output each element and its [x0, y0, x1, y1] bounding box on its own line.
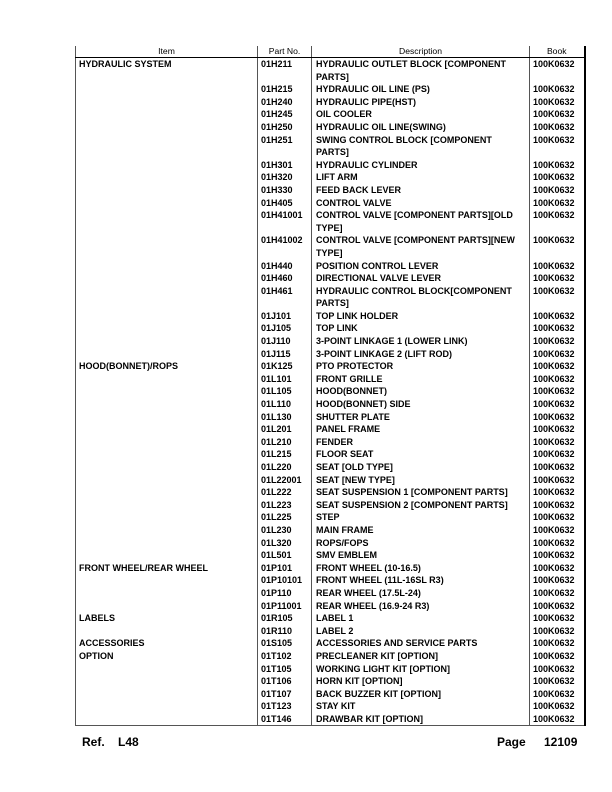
item-cell	[76, 423, 258, 436]
table-row	[76, 272, 585, 285]
part-no-cell: 01H240	[258, 96, 312, 109]
part-no-cell: 01T102	[258, 650, 312, 663]
book-cell: 100K0632	[530, 537, 585, 550]
part-no-cell: 01T123	[258, 700, 312, 713]
parts-table	[75, 46, 586, 726]
item-cell	[76, 713, 258, 726]
book-cell: 100K0632	[530, 650, 585, 663]
item-cell	[76, 625, 258, 638]
book-cell: 100K0632	[530, 171, 585, 184]
item-cell: LABELS	[76, 612, 258, 625]
part-no-cell: 01L215	[258, 448, 312, 461]
item-cell	[76, 700, 258, 713]
table-row	[76, 96, 585, 109]
description-cell: HOOD(BONNET)	[312, 385, 530, 398]
book-cell: 100K0632	[530, 348, 585, 361]
table-row	[76, 58, 585, 84]
table-row	[76, 121, 585, 134]
book-cell: 100K0632	[530, 322, 585, 335]
table-row	[76, 587, 585, 600]
description-cell: CONTROL VALVE [COMPONENT PARTS][NEW TYPE]	[312, 234, 530, 259]
table-row	[76, 524, 585, 537]
table-row	[76, 537, 585, 550]
description-cell: PANEL FRAME	[312, 423, 530, 436]
part-no-cell: 01H405	[258, 197, 312, 210]
item-cell	[76, 587, 258, 600]
description-cell: FRONT WHEEL (11L-16SL R3)	[312, 574, 530, 587]
description-cell: CONTROL VALVE [COMPONENT PARTS][OLD TYPE]	[312, 209, 530, 234]
book-cell: 100K0632	[530, 600, 585, 613]
description-cell: FENDER	[312, 436, 530, 449]
book-cell: 100K0632	[530, 436, 585, 449]
part-no-cell: 01J115	[258, 348, 312, 361]
part-no-cell: 01H41002	[258, 234, 312, 259]
part-no-cell: 01K125	[258, 360, 312, 373]
book-cell: 100K0632	[530, 713, 585, 726]
item-cell	[76, 348, 258, 361]
part-no-cell: 01H251	[258, 134, 312, 159]
book-cell: 100K0632	[530, 448, 585, 461]
book-cell: 100K0632	[530, 461, 585, 474]
part-no-cell: 01H320	[258, 171, 312, 184]
table-row	[76, 335, 585, 348]
item-cell	[76, 322, 258, 335]
item-cell	[76, 335, 258, 348]
book-cell: 100K0632	[530, 562, 585, 575]
part-no-cell: 01L222	[258, 486, 312, 499]
item-cell	[76, 159, 258, 172]
part-no-cell: 01H211	[258, 58, 312, 84]
description-cell: PRECLEANER KIT [OPTION]	[312, 650, 530, 663]
table-row	[76, 209, 585, 234]
item-cell	[76, 549, 258, 562]
header-item: Item	[76, 46, 258, 58]
book-cell: 100K0632	[530, 310, 585, 323]
description-cell: POSITION CONTROL LEVER	[312, 260, 530, 273]
book-cell: 100K0632	[530, 486, 585, 499]
item-cell: HOOD(BONNET)/ROPS	[76, 360, 258, 373]
description-cell: CONTROL VALVE	[312, 197, 530, 210]
item-cell	[76, 537, 258, 550]
part-no-cell: 01L320	[258, 537, 312, 550]
item-cell	[76, 600, 258, 613]
item-cell	[76, 474, 258, 487]
table-header	[76, 46, 585, 58]
item-cell	[76, 486, 258, 499]
item-cell	[76, 688, 258, 701]
description-cell: HORN KIT [OPTION]	[312, 675, 530, 688]
description-cell: SEAT [OLD TYPE]	[312, 461, 530, 474]
description-cell: LIFT ARM	[312, 171, 530, 184]
book-cell: 100K0632	[530, 700, 585, 713]
item-cell: ACCESSORIES	[76, 637, 258, 650]
item-cell	[76, 134, 258, 159]
part-no-cell: 01L201	[258, 423, 312, 436]
table-row	[76, 159, 585, 172]
table-row	[76, 385, 585, 398]
description-cell: HYDRAULIC OIL LINE (PS)	[312, 83, 530, 96]
book-cell: 100K0632	[530, 96, 585, 109]
part-no-cell: 01L210	[258, 436, 312, 449]
table-row	[76, 612, 585, 625]
book-cell: 100K0632	[530, 272, 585, 285]
table-row	[76, 688, 585, 701]
part-no-cell: 01H245	[258, 108, 312, 121]
item-cell	[76, 260, 258, 273]
part-no-cell: 01L22001	[258, 474, 312, 487]
table-row	[76, 675, 585, 688]
table-row	[76, 511, 585, 524]
description-cell: STEP	[312, 511, 530, 524]
part-no-cell: 01T146	[258, 713, 312, 726]
item-cell	[76, 272, 258, 285]
book-cell: 100K0632	[530, 373, 585, 386]
item-cell	[76, 398, 258, 411]
description-cell: HOOD(BONNET) SIDE	[312, 398, 530, 411]
part-no-cell: 01L501	[258, 549, 312, 562]
part-no-cell: 01L101	[258, 373, 312, 386]
part-no-cell: 01H215	[258, 83, 312, 96]
book-cell: 100K0632	[530, 121, 585, 134]
table-row	[76, 663, 585, 676]
book-cell: 100K0632	[530, 663, 585, 676]
description-cell: BACK BUZZER KIT [OPTION]	[312, 688, 530, 701]
item-cell	[76, 310, 258, 323]
description-cell: 3-POINT LINKAGE 1 (LOWER LINK)	[312, 335, 530, 348]
book-cell: 100K0632	[530, 58, 585, 84]
description-cell: LABEL 1	[312, 612, 530, 625]
book-cell: 100K0632	[530, 474, 585, 487]
description-cell: PTO PROTECTOR	[312, 360, 530, 373]
book-cell: 100K0632	[530, 625, 585, 638]
header-description: Description	[312, 46, 530, 58]
item-cell	[76, 411, 258, 424]
part-no-cell: 01H440	[258, 260, 312, 273]
description-cell: TOP LINK HOLDER	[312, 310, 530, 323]
description-cell: FLOOR SEAT	[312, 448, 530, 461]
table-row	[76, 650, 585, 663]
part-no-cell: 01P110	[258, 587, 312, 600]
table-row	[76, 373, 585, 386]
book-cell: 100K0632	[530, 499, 585, 512]
part-no-cell: 01T106	[258, 675, 312, 688]
book-cell: 100K0632	[530, 197, 585, 210]
item-cell	[76, 448, 258, 461]
table-row	[76, 562, 585, 575]
part-no-cell: 01T107	[258, 688, 312, 701]
book-cell: 100K0632	[530, 260, 585, 273]
description-cell: FRONT GRILLE	[312, 373, 530, 386]
book-cell: 100K0632	[530, 184, 585, 197]
table-row	[76, 713, 585, 726]
book-cell: 100K0632	[530, 524, 585, 537]
description-cell: HYDRAULIC OIL LINE(SWING)	[312, 121, 530, 134]
description-cell: OIL COOLER	[312, 108, 530, 121]
part-no-cell: 01H41001	[258, 209, 312, 234]
table-row	[76, 549, 585, 562]
description-cell: SEAT [NEW TYPE]	[312, 474, 530, 487]
part-no-cell: 01L105	[258, 385, 312, 398]
description-cell: WORKING LIGHT KIT [OPTION]	[312, 663, 530, 676]
item-cell	[76, 96, 258, 109]
book-cell: 100K0632	[530, 134, 585, 159]
description-cell: LABEL 2	[312, 625, 530, 638]
table-row	[76, 360, 585, 373]
part-no-cell: 01P101	[258, 562, 312, 575]
page-number: 12109	[544, 735, 578, 749]
part-no-cell: 01R105	[258, 612, 312, 625]
table-row	[76, 411, 585, 424]
item-cell	[76, 121, 258, 134]
item-cell: OPTION	[76, 650, 258, 663]
part-no-cell: 01J101	[258, 310, 312, 323]
item-cell	[76, 675, 258, 688]
book-cell: 100K0632	[530, 398, 585, 411]
book-cell: 100K0632	[530, 688, 585, 701]
description-cell: DIRECTIONAL VALVE LEVER	[312, 272, 530, 285]
item-cell: FRONT WHEEL/REAR WHEEL	[76, 562, 258, 575]
table-row	[76, 108, 585, 121]
part-no-cell: 01H301	[258, 159, 312, 172]
book-cell: 100K0632	[530, 335, 585, 348]
part-no-cell: 01H330	[258, 184, 312, 197]
table-row	[76, 348, 585, 361]
part-no-cell: 01P11001	[258, 600, 312, 613]
book-cell: 100K0632	[530, 549, 585, 562]
item-cell	[76, 461, 258, 474]
table-row	[76, 83, 585, 96]
part-no-cell: 01S105	[258, 637, 312, 650]
book-cell: 100K0632	[530, 108, 585, 121]
description-cell: DRAWBAR KIT [OPTION]	[312, 713, 530, 726]
description-cell: HYDRAULIC CYLINDER	[312, 159, 530, 172]
table-row	[76, 700, 585, 713]
table-row	[76, 474, 585, 487]
table-row	[76, 184, 585, 197]
description-cell: REAR WHEEL (16.9-24 R3)	[312, 600, 530, 613]
part-no-cell: 01J110	[258, 335, 312, 348]
description-cell: SEAT SUSPENSION 2 [COMPONENT PARTS]	[312, 499, 530, 512]
book-cell: 100K0632	[530, 587, 585, 600]
description-cell: HYDRAULIC OUTLET BLOCK [COMPONENT PARTS]	[312, 58, 530, 84]
item-cell	[76, 285, 258, 310]
description-cell: FRONT WHEEL (10-16.5)	[312, 562, 530, 575]
page-label: Page	[497, 735, 526, 749]
item-cell	[76, 574, 258, 587]
header-book: Book	[530, 46, 585, 58]
item-cell	[76, 524, 258, 537]
table-row	[76, 322, 585, 335]
item-cell	[76, 499, 258, 512]
part-no-cell: 01H460	[258, 272, 312, 285]
description-cell: ROPS/FOPS	[312, 537, 530, 550]
item-cell	[76, 108, 258, 121]
book-cell: 100K0632	[530, 675, 585, 688]
table-row	[76, 574, 585, 587]
item-cell	[76, 184, 258, 197]
item-cell: HYDRAULIC SYSTEM	[76, 58, 258, 84]
item-cell	[76, 234, 258, 259]
table-row	[76, 423, 585, 436]
item-cell	[76, 171, 258, 184]
item-cell	[76, 511, 258, 524]
item-cell	[76, 436, 258, 449]
book-cell: 100K0632	[530, 612, 585, 625]
item-cell	[76, 373, 258, 386]
part-no-cell: 01L225	[258, 511, 312, 524]
item-cell	[76, 197, 258, 210]
part-no-cell: 01T105	[258, 663, 312, 676]
book-cell: 100K0632	[530, 385, 585, 398]
description-cell: REAR WHEEL (17.5L-24)	[312, 587, 530, 600]
description-cell: SHUTTER PLATE	[312, 411, 530, 424]
description-cell: ACCESSORIES AND SERVICE PARTS	[312, 637, 530, 650]
part-no-cell: 01P10101	[258, 574, 312, 587]
ref-label: Ref.	[82, 735, 105, 749]
book-cell: 100K0632	[530, 637, 585, 650]
header-part-no: Part No.	[258, 46, 312, 58]
part-no-cell: 01H461	[258, 285, 312, 310]
part-no-cell: 01L130	[258, 411, 312, 424]
table-row	[76, 285, 585, 310]
part-no-cell: 01R110	[258, 625, 312, 638]
description-cell: TOP LINK	[312, 322, 530, 335]
book-cell: 100K0632	[530, 423, 585, 436]
description-cell: HYDRAULIC CONTROL BLOCK[COMPONENT PARTS]	[312, 285, 530, 310]
table-row	[76, 436, 585, 449]
book-cell: 100K0632	[530, 159, 585, 172]
item-cell	[76, 663, 258, 676]
part-no-cell: 01H250	[258, 121, 312, 134]
book-cell: 100K0632	[530, 83, 585, 96]
table-row	[76, 260, 585, 273]
description-cell: MAIN FRAME	[312, 524, 530, 537]
book-cell: 100K0632	[530, 360, 585, 373]
part-no-cell: 01L230	[258, 524, 312, 537]
table-row	[76, 197, 585, 210]
table-row	[76, 637, 585, 650]
table-row	[76, 600, 585, 613]
part-no-cell: 01J105	[258, 322, 312, 335]
book-cell: 100K0632	[530, 285, 585, 310]
book-cell: 100K0632	[530, 411, 585, 424]
table-row	[76, 486, 585, 499]
description-cell: HYDRAULIC PIPE(HST)	[312, 96, 530, 109]
table-row	[76, 461, 585, 474]
table-row	[76, 234, 585, 259]
table-row	[76, 625, 585, 638]
part-no-cell: 01L110	[258, 398, 312, 411]
book-cell: 100K0632	[530, 234, 585, 259]
book-cell: 100K0632	[530, 209, 585, 234]
item-cell	[76, 385, 258, 398]
item-cell	[76, 83, 258, 96]
ref-value: L48	[118, 735, 139, 749]
table-row	[76, 448, 585, 461]
description-cell: SEAT SUSPENSION 1 [COMPONENT PARTS]	[312, 486, 530, 499]
book-cell: 100K0632	[530, 511, 585, 524]
description-cell: 3-POINT LINKAGE 2 (LIFT ROD)	[312, 348, 530, 361]
part-no-cell: 01L220	[258, 461, 312, 474]
table-row	[76, 499, 585, 512]
part-no-cell: 01L223	[258, 499, 312, 512]
description-cell: SMV EMBLEM	[312, 549, 530, 562]
book-cell: 100K0632	[530, 574, 585, 587]
table-row	[76, 171, 585, 184]
table-row	[76, 310, 585, 323]
description-cell: SWING CONTROL BLOCK [COMPONENT PARTS]	[312, 134, 530, 159]
description-cell: FEED BACK LEVER	[312, 184, 530, 197]
item-cell	[76, 209, 258, 234]
table-row	[76, 134, 585, 159]
description-cell: STAY KIT	[312, 700, 530, 713]
table-row	[76, 398, 585, 411]
